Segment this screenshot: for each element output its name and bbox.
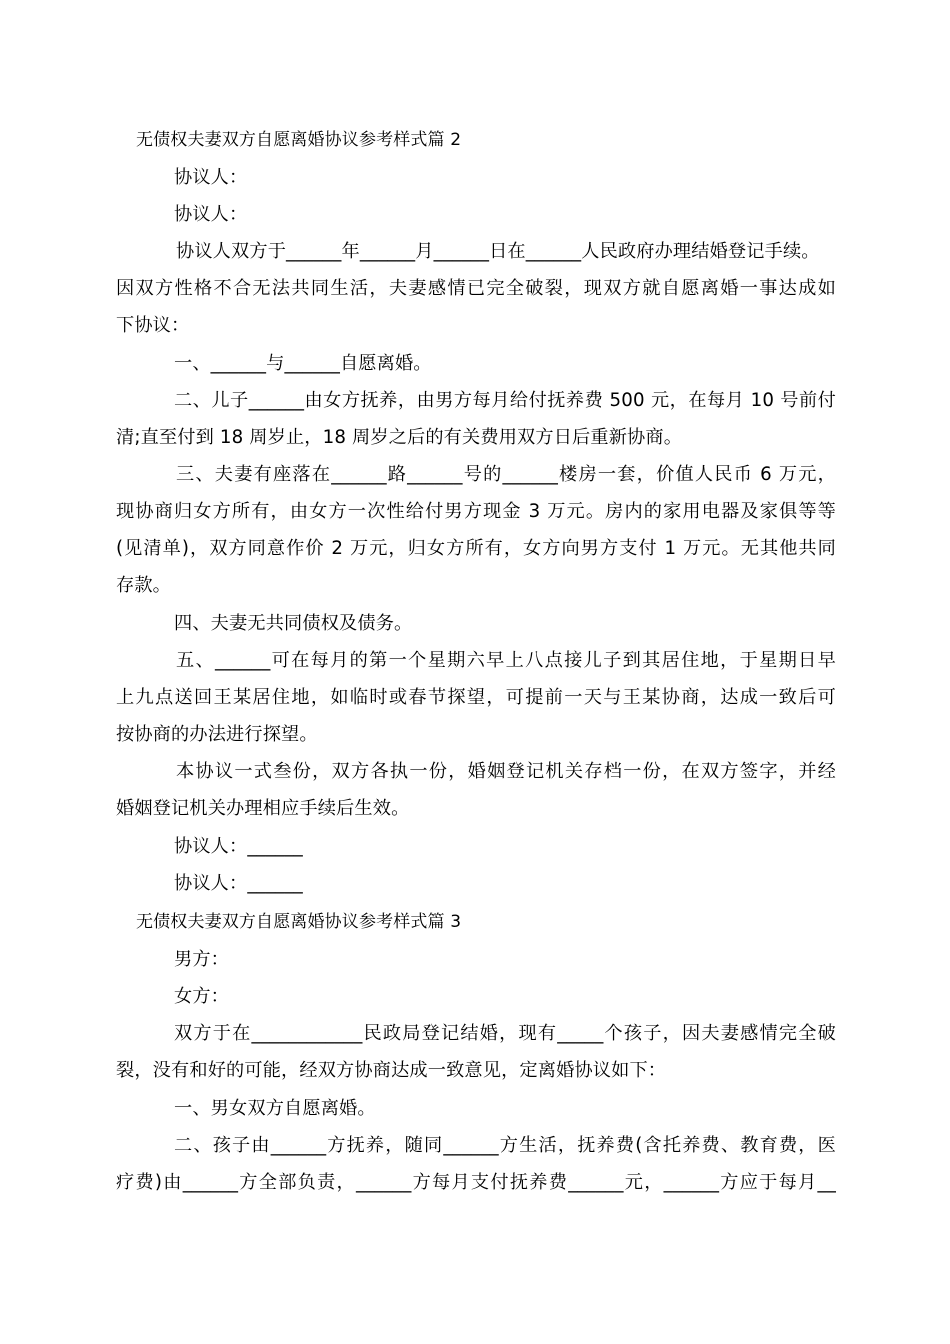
clause-4: 四、夫妻无共同债权及债务。 xyxy=(174,613,413,634)
man-label: 男方： xyxy=(174,949,230,970)
clause-2-line: 二、儿子______由女方抚养，由男方每月给付抚养费 500 元，在每月 10 号前付 xyxy=(174,390,836,411)
section-3-clause-2-line: 疗费)由______方全部负责，______方每月支付抚养费______元，______方应于每月__ xyxy=(116,1172,836,1193)
section-3-clause-2-line: 二、孩子由______方抚养，随同______方生活，抚养费(含托养费、教育费，医 xyxy=(174,1135,836,1156)
intro-paragraph-line: 协议人双方于______年______月______日在______人民政府办理结婚登记手续。 xyxy=(176,241,820,262)
clause-3-line: 现协商归女方所有，由女方一次性给付男方现金 3 万元。房内的家用电器及家俱等等 xyxy=(116,501,836,522)
section-3-clause-1: 一、男女双方自愿离婚。 xyxy=(174,1098,376,1119)
party-2-label: 协议人： xyxy=(174,204,248,225)
clause-5-line: 按协商的办法进行探望。 xyxy=(116,724,318,745)
clause-3-line: 存款。 xyxy=(116,575,172,596)
signature-line-1: 协议人：______ xyxy=(174,836,303,857)
closing-line: 本协议一式叁份，双方各执一份，婚姻登记机关存档一份，在双方签字，并经 xyxy=(176,761,836,782)
intro-paragraph-line: 下协议： xyxy=(116,315,190,336)
section-3-title: 无债权夫妻双方自愿离婚协议参考样式篇 3 xyxy=(136,912,462,932)
signature-line-2: 协议人：______ xyxy=(174,873,303,894)
clause-3-line: 三、夫妻有座落在______路______号的______楼房一套，价值人民币 6 万元， xyxy=(176,464,836,485)
section-3-intro-line: 裂，没有和好的可能，经双方协商达成一致意见，定离婚协议如下： xyxy=(116,1060,667,1081)
clause-3-line: (见清单)，双方同意作价 2 万元，归女方所有，女方向男方支付 1 万元。无其他共同 xyxy=(116,538,836,559)
clause-1: 一、______与______自愿离婚。 xyxy=(174,353,432,374)
clause-5-line: 上九点送回王某居住地，如临时或春节探望，可提前一天与王某协商，达成一致后可 xyxy=(116,687,836,708)
section-2-title: 无债权夫妻双方自愿离婚协议参考样式篇 2 xyxy=(136,130,462,150)
party-1-label: 协议人： xyxy=(174,167,248,188)
section-3-intro-line: 双方于在____________民政局登记结婚，现有_____个孩子，因夫妻感情完全破 xyxy=(174,1023,836,1044)
intro-paragraph-line: 因双方性格不合无法共同生活，夫妻感情已完全破裂，现双方就自愿离婚一事达成如 xyxy=(116,278,836,299)
clause-5-line: 五、______可在每月的第一个星期六早上八点接儿子到其居住地，于星期日早 xyxy=(176,650,836,671)
closing-line: 婚姻登记机关办理相应手续后生效。 xyxy=(116,798,410,819)
clause-2-line: 清;直至付到 18 周岁止，18 周岁之后的有关费用双方日后重新协商。 xyxy=(116,427,683,448)
woman-label: 女方： xyxy=(174,986,230,1007)
